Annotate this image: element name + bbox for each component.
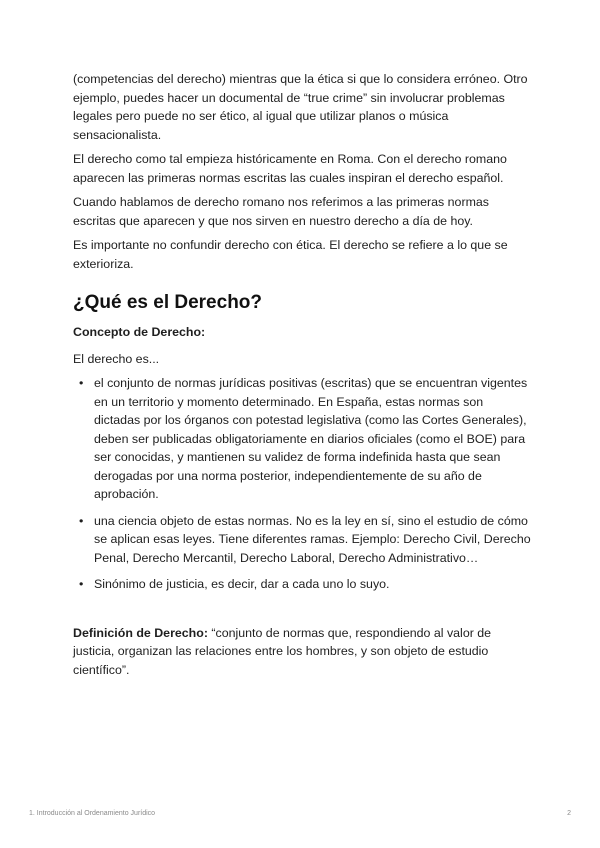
definition-label: Definición de Derecho: — [73, 625, 208, 640]
list-item-text: el conjunto de normas jurídicas positivas (escritas) que se encuentran vigentes en un territorio y momento determinado. En España, estas normas son dictadas por los órganos con potestad legislativa (como las Cortes Generales), deben ser publicadas obligatoriamente en diarios oficiales (como el BOE) para ser conocidas, y mantienen su validez de forma indefinida hasta que sean derogadas por una norma posterior, independientemente de su año de aprobación. — [94, 376, 528, 501]
list-item-text: una ciencia objeto de estas normas. No es la ley en sí, sino el estudio de cómo se aplican esas leyes. Tiene diferentes ramas. Ejemplo: Derecho Civil, Derecho Penal, Derecho Mercantil, Derecho Laboral, Derecho Administrativo… — [94, 513, 531, 565]
section-heading: ¿Qué es el Derecho? — [73, 292, 263, 313]
definition-paragraph — [73, 624, 531, 680]
paragraph-law-vs-ethics: Es importante no confundir derecho con ética. El derecho se refiere a lo que se exterioriza. — [73, 238, 508, 271]
bullet-icon: • — [79, 376, 84, 390]
bullet-icon: • — [79, 513, 84, 528]
paragraph-roman-origin: El derecho como tal empieza históricamente en Roma. Con el derecho romano aparecen las primeras normas escritas las cuales inspiran el derecho español. — [73, 152, 507, 185]
definition-text: “conjunto de normas que, respondiendo al valor de justicia, organizan las relaciones entre los hombres, y son objeto de estudio científico”. — [73, 625, 492, 677]
list-item — [73, 512, 531, 568]
paragraph-ethics-example: (competencias del derecho) mientras que la ética si que lo considera erróneo. Otro ejemplo, puedes hacer un documental de “true crime” sin involucrar problemas legales pero puede no ser ético, al igual que utilizar planos o música sensacionalista. — [73, 72, 528, 142]
page-number: 2 — [567, 810, 571, 817]
section-subheading: Concepto de Derecho: — [73, 325, 206, 339]
section-intro: El derecho es... — [73, 351, 160, 366]
definition-list — [73, 374, 531, 594]
page-footer — [29, 810, 571, 817]
paragraph-roman-law: Cuando hablamos de derecho romano nos referimos a las primeras normas escritas que aparecen y que nos sirven en nuestro derecho a día de hoy. — [73, 195, 489, 228]
footer-chapter-title: 1. Introducción al Ordenamiento Jurídico — [29, 810, 156, 817]
bullet-icon: • — [79, 577, 84, 591]
list-item — [73, 575, 531, 594]
list-item — [73, 374, 531, 504]
document-page — [73, 70, 531, 685]
list-item-text: Sinónimo de justicia, es decir, dar a cada uno lo suyo. — [94, 577, 390, 591]
